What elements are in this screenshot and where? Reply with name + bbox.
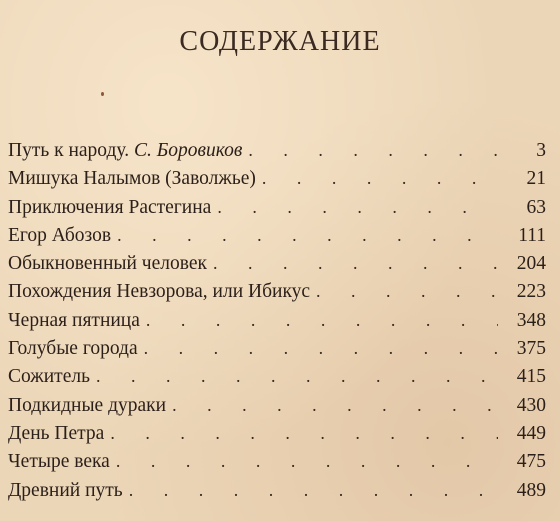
dot-leader (316, 281, 498, 302)
entry-page-number: 204 (516, 253, 546, 275)
dot-leader (146, 310, 498, 331)
paper-speck (101, 92, 104, 96)
toc-entry (8, 423, 546, 451)
toc-entry (8, 225, 546, 253)
entry-title: Похождения Невзорова, или Ибикус (8, 281, 311, 303)
entry-title: Путь к народу. С. Боровиков (8, 140, 243, 161)
entry-page-number: 475 (516, 451, 546, 473)
entry-title: Черная пятница (8, 309, 140, 331)
dot-leader (117, 225, 498, 246)
entry-page-number: 3 (536, 140, 546, 161)
entry-title: Обыкновенный человек (8, 253, 207, 275)
toc-entry (8, 480, 546, 508)
toc-entry (8, 366, 546, 394)
dot-leader (172, 395, 498, 416)
entry-page-number: 348 (516, 309, 546, 331)
entry-page-number: 375 (516, 338, 546, 360)
toc-entry (8, 253, 546, 281)
entry-page-number: 21 (526, 168, 546, 190)
toc-entry (8, 395, 546, 423)
entry-page-number: 415 (516, 366, 546, 388)
toc-entry (8, 281, 546, 309)
dot-leader (217, 197, 498, 218)
entry-title: Голубые города (8, 338, 138, 360)
toc-entry (8, 338, 546, 366)
dot-leader (116, 451, 498, 472)
dot-leader (129, 480, 498, 501)
entry-title: Древний путь (8, 479, 123, 501)
entry-page-number: 223 (516, 281, 546, 303)
entry-title: День Петра (8, 422, 105, 444)
toc-entry (8, 451, 546, 479)
toc-entry (8, 310, 546, 338)
toc-entry (8, 197, 546, 225)
entry-title: Сожитель (8, 366, 90, 388)
dot-leader (144, 338, 498, 359)
toc-entry (8, 168, 546, 196)
entry-page-number: 489 (516, 479, 546, 501)
entry-title: Егор Абозов (8, 224, 112, 246)
entry-page-number: 63 (526, 196, 546, 218)
toc-entry (8, 140, 546, 168)
dot-leader (262, 168, 498, 189)
entry-author: С. Боровиков (133, 140, 243, 161)
table-of-contents (8, 140, 546, 508)
dot-leader (248, 140, 498, 161)
entry-page-number: 111 (518, 224, 546, 246)
entry-page-number: 449 (516, 422, 546, 444)
dot-leader (110, 423, 498, 444)
entry-title: Подкидные дураки (8, 394, 167, 416)
dot-leader (96, 366, 498, 387)
contents-heading: СОДЕРЖАНИЕ (179, 26, 381, 57)
entry-title: Мишука Налымов (Заволжье) (8, 168, 256, 190)
entry-page-number: 430 (516, 394, 546, 416)
dot-leader (213, 253, 498, 274)
entry-title: Приключения Растегина (8, 196, 212, 218)
entry-title: Четыре века (8, 451, 110, 473)
